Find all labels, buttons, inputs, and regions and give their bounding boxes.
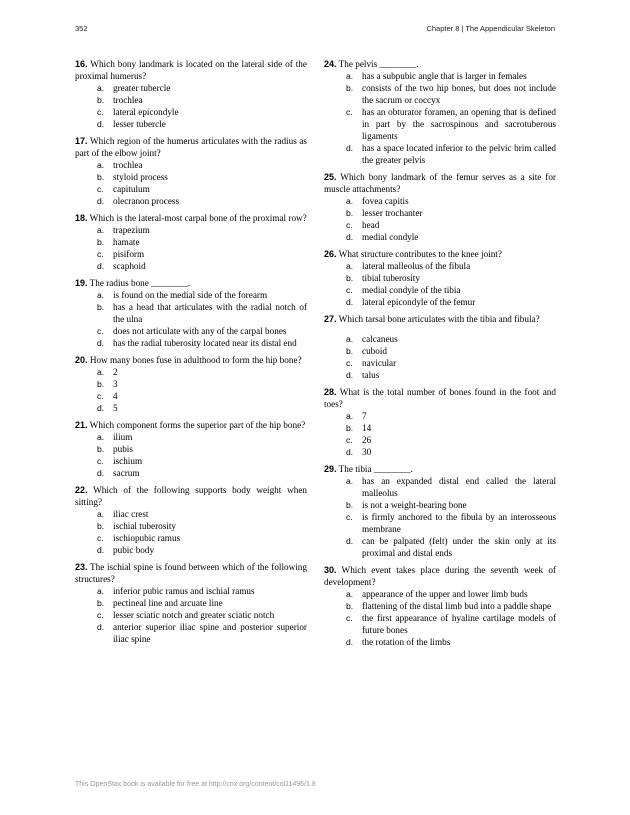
option-text: 14: [362, 423, 372, 433]
answer-option: [75, 260, 307, 272]
option-letter: a.: [97, 432, 105, 442]
answer-option: [75, 195, 307, 207]
option-letter: c.: [346, 358, 353, 368]
answer-option: [324, 207, 556, 219]
question-stem: [324, 463, 556, 475]
option-text: medial condyle: [362, 232, 419, 242]
answer-option: [324, 446, 556, 458]
answer-option: [324, 195, 556, 207]
option-text: does not articulate with any of the carpal bones: [113, 326, 287, 336]
answer-option: [75, 609, 307, 621]
option-letter: d.: [97, 468, 105, 478]
question-number: 21.: [75, 420, 88, 430]
question-stem: [324, 171, 556, 195]
answer-option: [324, 260, 556, 272]
answer-option: [75, 289, 307, 301]
option-text: pubic body: [113, 545, 155, 555]
answer-option: [324, 357, 556, 369]
answer-option: [75, 431, 307, 443]
question-text: What is the total number of bones found in the foot and toes?: [324, 387, 556, 409]
option-text: head: [362, 220, 380, 230]
question-number: 22.: [75, 485, 88, 495]
question-stem: [324, 313, 556, 325]
answer-option: [324, 82, 556, 106]
option-letter: a.: [97, 367, 105, 377]
answer-option: [324, 422, 556, 434]
question-text: How many bones fuse in adulthood to form the hip bone?: [89, 355, 302, 365]
question-text: Which is the lateral-most carpal bone of the proximal row?: [89, 213, 307, 223]
option-text: tibial tuberosity: [362, 273, 420, 283]
answer-option: [324, 231, 556, 243]
question-number: 16.: [75, 59, 88, 69]
answer-option: [75, 94, 307, 106]
option-letter: a.: [346, 411, 354, 421]
question-text: Which bony landmark of the femur serves as a site for muscle attachments?: [324, 172, 556, 194]
question-text: Which region of the humerus articulates with the radius as part of the elbow joint?: [75, 136, 307, 158]
answer-option: [75, 455, 307, 467]
question-stem: [75, 419, 307, 431]
option-letter: c.: [346, 435, 353, 445]
question-23: [75, 561, 307, 645]
question-number: 29.: [324, 464, 337, 474]
option-letter: b.: [346, 423, 354, 433]
option-letter: b.: [97, 521, 105, 531]
option-text: pectineal line and arcuate line: [113, 598, 223, 608]
question-text: Which tarsal bone articulates with the tibia and fibula?: [338, 314, 540, 324]
answer-option: [75, 236, 307, 248]
answer-option: [324, 410, 556, 422]
question-stem: [75, 135, 307, 159]
option-text: lateral malleolus of the fibula: [362, 261, 471, 271]
question-number: 20.: [75, 355, 88, 365]
option-text: 3: [113, 379, 118, 389]
option-text: medial condyle of the tibia: [362, 285, 461, 295]
question-30: [324, 564, 556, 648]
option-letter: a.: [97, 225, 105, 235]
question-stem: [75, 58, 307, 82]
answer-option: [75, 325, 307, 337]
question-number: 23.: [75, 562, 88, 572]
question-text: Which event takes place during the seventh week of development?: [324, 565, 556, 587]
answer-option: [324, 70, 556, 82]
left-column: [75, 58, 307, 650]
option-letter: b.: [97, 302, 105, 312]
question-26: [324, 248, 556, 308]
option-letter: a.: [346, 334, 354, 344]
option-letter: b.: [346, 500, 354, 510]
answer-option: [324, 475, 556, 499]
answer-option: [75, 390, 307, 402]
option-letter: a.: [97, 290, 105, 300]
question-16: [75, 58, 307, 130]
option-text: iliac crest: [113, 509, 149, 519]
answer-option: [324, 369, 556, 381]
option-letter: d.: [97, 338, 105, 348]
answer-option: [75, 159, 307, 171]
option-text: hamate: [113, 237, 140, 247]
option-text: pubis: [113, 444, 133, 454]
question-text: Which of the following supports body weight when sitting?: [75, 485, 307, 507]
page-footer: This OpenStax book is available for free at http://cnx.org/content/col11496/1.8: [75, 781, 316, 788]
option-text: flattening of the distal limb bud into a paddle shape: [362, 601, 552, 611]
question-stem: [75, 484, 307, 508]
option-text: styloid process: [113, 172, 168, 182]
answer-option: [75, 301, 307, 325]
option-letter: b.: [346, 208, 354, 218]
answer-option: [324, 612, 556, 636]
answer-option: [75, 224, 307, 236]
option-letter: d.: [346, 536, 354, 546]
option-text: ischium: [113, 456, 143, 466]
option-text: 4: [113, 391, 118, 401]
option-text: is not a weight-bearing bone: [362, 500, 467, 510]
question-17: [75, 135, 307, 207]
question-28: [324, 386, 556, 458]
question-text: The ischial spine is found between which of the following structures?: [75, 562, 307, 584]
answer-option: [75, 248, 307, 260]
option-text: ilium: [113, 432, 133, 442]
answer-option: [75, 597, 307, 609]
option-letter: b.: [346, 83, 354, 93]
option-text: lesser tubercle: [113, 119, 166, 129]
question-19: [75, 277, 307, 349]
question-stem: [324, 564, 556, 588]
answer-option: [324, 588, 556, 600]
question-text: What structure contributes to the knee joint?: [338, 249, 502, 259]
question-text: Which bony landmark is located on the lateral side of the proximal humerus?: [75, 59, 307, 81]
option-letter: b.: [97, 172, 105, 182]
option-letter: b.: [97, 444, 105, 454]
answer-option: [324, 511, 556, 535]
answer-option: [75, 366, 307, 378]
option-text: has the radial tuberosity located near its distal end: [113, 338, 297, 348]
answer-option: [75, 82, 307, 94]
option-text: is firmly anchored to the fibula by an interosseous membrane: [362, 512, 556, 534]
option-letter: c.: [97, 249, 104, 259]
option-letter: d.: [97, 545, 105, 555]
option-text: navicular: [362, 358, 397, 368]
option-letter: d.: [346, 370, 354, 380]
option-text: cuboid: [362, 346, 388, 356]
option-letter: d.: [346, 143, 354, 153]
option-letter: d.: [97, 196, 105, 206]
option-text: appearance of the upper and lower limb buds: [362, 589, 528, 599]
question-number: 27.: [324, 314, 337, 324]
option-letter: b.: [97, 379, 105, 389]
answer-option: [75, 183, 307, 195]
option-letter: b.: [97, 598, 105, 608]
option-letter: c.: [346, 512, 353, 522]
option-letter: a.: [346, 196, 354, 206]
option-text: lateral epicondyle of the femur: [362, 297, 476, 307]
option-letter: c.: [97, 533, 104, 543]
option-text: trapezium: [113, 225, 150, 235]
question-stem: [324, 58, 556, 70]
option-text: pisiform: [113, 249, 145, 259]
question-stem: [324, 386, 556, 410]
option-text: has a space located inferior to the pelvic brim called the greater pelvis: [362, 143, 556, 165]
answer-option: [75, 621, 307, 645]
option-letter: c.: [97, 610, 104, 620]
answer-option: [324, 345, 556, 357]
option-text: has a head that articulates with the radial notch of the ulna: [113, 302, 307, 324]
question-number: 28.: [324, 387, 337, 397]
answer-option: [324, 272, 556, 284]
option-text: greater tubercle: [113, 83, 171, 93]
answer-option: [75, 467, 307, 479]
answer-option: [75, 532, 307, 544]
question-24: [324, 58, 556, 166]
answer-option: [75, 443, 307, 455]
option-text: fovea capitis: [362, 196, 409, 206]
question-number: 18.: [75, 213, 88, 223]
option-text: talus: [362, 370, 380, 380]
option-letter: d.: [346, 447, 354, 457]
answer-option: [75, 106, 307, 118]
option-letter: c.: [97, 184, 104, 194]
option-letter: a.: [97, 509, 105, 519]
option-letter: a.: [97, 83, 105, 93]
option-letter: b.: [97, 95, 105, 105]
page-header: [75, 24, 555, 36]
option-text: sacrum: [113, 468, 140, 478]
answer-option: [75, 378, 307, 390]
option-text: 2: [113, 367, 118, 377]
answer-option: [324, 142, 556, 166]
option-letter: b.: [346, 346, 354, 356]
question-27: [324, 313, 556, 381]
question-29: [324, 463, 556, 559]
option-text: consists of the two hip bones, but does not include the sacrum or coccyx: [362, 83, 556, 105]
option-letter: b.: [346, 601, 354, 611]
answer-option: [324, 106, 556, 142]
question-text: The tibia ________.: [338, 464, 413, 474]
option-text: scaphoid: [113, 261, 146, 271]
option-text: lesser sciatic notch and greater sciatic notch: [113, 610, 275, 620]
question-18: [75, 212, 307, 272]
option-letter: a.: [346, 476, 354, 486]
option-letter: a.: [346, 71, 354, 81]
answer-option: [324, 600, 556, 612]
answer-option: [324, 636, 556, 648]
option-letter: b.: [97, 237, 105, 247]
option-text: lesser trochanter: [362, 208, 423, 218]
option-text: can be palpated (felt) under the skin only at its proximal and distal ends: [362, 536, 556, 558]
page-number: 352: [75, 24, 88, 33]
question-text: Which component forms the superior part of the hip bone?: [89, 420, 306, 430]
answer-option: [75, 585, 307, 597]
question-stem: [75, 561, 307, 585]
option-letter: d.: [97, 261, 105, 271]
option-letter: d.: [97, 403, 105, 413]
question-stem: [324, 248, 556, 260]
answer-option: [324, 434, 556, 446]
question-number: 30.: [324, 565, 337, 575]
option-text: has an expanded distal end called the lateral malleolus: [362, 476, 556, 498]
option-text: the first appearance of hyaline cartilage models of future bones: [362, 613, 556, 635]
question-number: 17.: [75, 136, 88, 146]
option-text: is found on the medial side of the forearm: [113, 290, 268, 300]
answer-option: [324, 499, 556, 511]
question-25: [324, 171, 556, 243]
option-letter: a.: [346, 261, 354, 271]
answer-option: [75, 520, 307, 532]
question-number: 26.: [324, 249, 337, 259]
option-letter: d.: [97, 119, 105, 129]
option-letter: c.: [346, 285, 353, 295]
option-text: trochlea: [113, 160, 143, 170]
question-stem: [75, 277, 307, 289]
question-21: [75, 419, 307, 479]
chapter-title: Chapter 8 | The Appendicular Skeleton: [426, 24, 555, 33]
question-stem: [75, 212, 307, 224]
answer-option: [75, 508, 307, 520]
question-text: The radius bone ________.: [89, 278, 191, 288]
right-column: [324, 58, 556, 653]
option-letter: a.: [346, 589, 354, 599]
option-text: capitulum: [113, 184, 150, 194]
option-text: has an obturator foramen, an opening that is defined in part by the sacrospinous and sacrotuberous ligaments: [362, 107, 556, 141]
question-stem: [75, 354, 307, 366]
question-number: 25.: [324, 172, 337, 182]
option-letter: c.: [346, 107, 353, 117]
option-text: olecranon process: [113, 196, 180, 206]
option-text: has a subpubic angle that is larger in females: [362, 71, 527, 81]
option-letter: c.: [97, 456, 104, 466]
option-text: anterior superior iliac spine and posterior superior iliac spine: [113, 622, 307, 644]
option-text: 30: [362, 447, 372, 457]
answer-option: [75, 337, 307, 349]
answer-option: [75, 544, 307, 556]
answer-option: [75, 402, 307, 414]
option-letter: a.: [97, 160, 105, 170]
option-text: the rotation of the limbs: [362, 637, 451, 647]
answer-option: [324, 535, 556, 559]
option-text: 7: [362, 411, 367, 421]
answer-option: [75, 118, 307, 130]
option-letter: d.: [346, 637, 354, 647]
answer-option: [324, 333, 556, 345]
option-text: calcaneus: [362, 334, 398, 344]
spacer: [324, 325, 556, 333]
option-letter: d.: [97, 622, 105, 632]
option-letter: c.: [97, 107, 104, 117]
answer-option: [324, 219, 556, 231]
option-text: 5: [113, 403, 118, 413]
answer-option: [324, 296, 556, 308]
option-letter: d.: [346, 297, 354, 307]
option-letter: b.: [346, 273, 354, 283]
option-text: lateral epicondyle: [113, 107, 179, 117]
option-letter: d.: [346, 232, 354, 242]
option-letter: c.: [97, 326, 104, 336]
option-letter: c.: [346, 220, 353, 230]
answer-option: [324, 284, 556, 296]
option-letter: c.: [97, 391, 104, 401]
option-letter: c.: [346, 613, 353, 623]
question-number: 24.: [324, 59, 337, 69]
option-text: 26: [362, 435, 372, 445]
question-22: [75, 484, 307, 556]
option-text: ischial tuberosity: [113, 521, 177, 531]
question-number: 19.: [75, 278, 88, 288]
option-text: inferior pubic ramus and ischial ramus: [113, 586, 255, 596]
option-text: ischiopubic ramus: [113, 533, 181, 543]
question-20: [75, 354, 307, 414]
option-letter: a.: [97, 586, 105, 596]
option-text: trochlea: [113, 95, 143, 105]
answer-option: [75, 171, 307, 183]
question-text: The pelvis ________.: [338, 59, 419, 69]
